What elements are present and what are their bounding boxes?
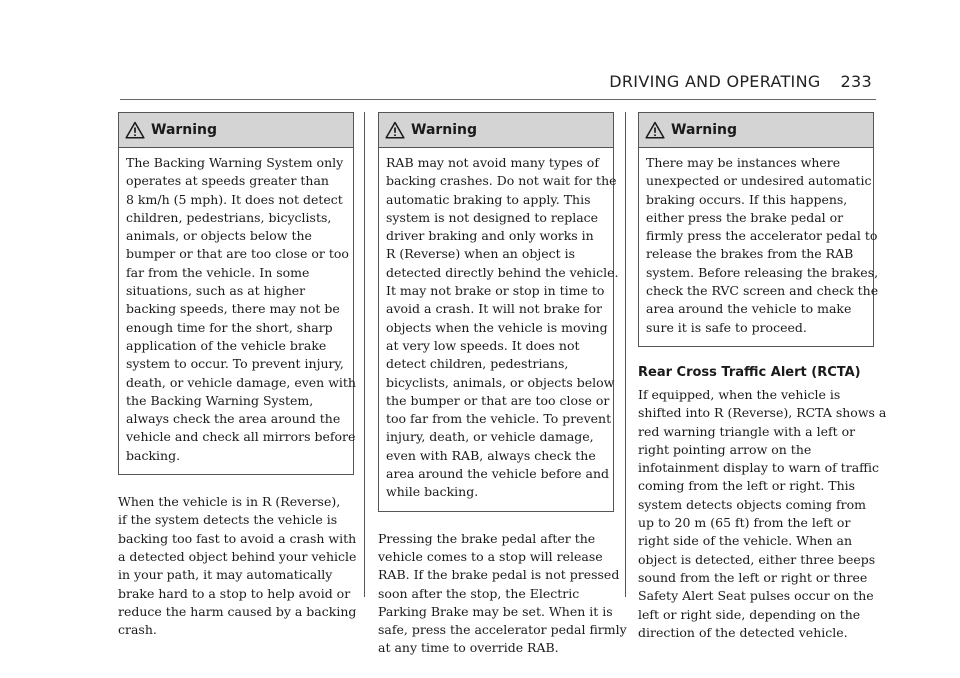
text-line: check the RVC screen and check the (646, 283, 879, 299)
text-line: There may be instances where (646, 155, 841, 170)
warning-box (638, 112, 879, 347)
text-line: system to occur. To prevent injury, (126, 356, 344, 372)
text-line: braking occurs. If this happens, (646, 191, 848, 207)
text-line: driver braking and only works in (386, 228, 594, 244)
header-rule (120, 99, 876, 100)
text-line: sure it is safe to proceed. (646, 319, 807, 335)
text-line: backing crashes. Do not wait for the (386, 173, 617, 189)
body-paragraph (118, 493, 357, 639)
text-line: It may not brake or stop in time to (386, 283, 605, 299)
text-line: soon after the stop, the Electric (378, 585, 580, 601)
page-number: 233 (840, 72, 872, 91)
text-line: Parking Brake may be set. When it is (378, 603, 613, 619)
text-line: in your path, it may automatically (118, 567, 333, 583)
text-line: operates at speeds greater than (126, 173, 329, 189)
text-line: RAB. If the brake pedal is not pressed (378, 567, 620, 583)
text-line: direction of the detected vehicle. (638, 624, 848, 640)
text-line: even with RAB, always check the (386, 447, 596, 463)
text-line: Safety Alert Seat pulses occur on the (638, 588, 874, 604)
text-line: firmly press the accelerator pedal to (646, 228, 878, 244)
column-2 (378, 112, 627, 658)
text-line: children, pedestrians, bicyclists, (126, 209, 332, 225)
text-line: backing too fast to avoid a crash with (118, 530, 357, 546)
text-line: object is detected, either three beeps (638, 551, 876, 567)
text-line: R (Reverse) when an object is (386, 246, 576, 262)
warning-box (378, 112, 619, 512)
text-line: area around the vehicle to make (646, 301, 852, 317)
text-line: If equipped, when the vehicle is (638, 386, 841, 402)
warning-header (379, 113, 613, 148)
text-line: bumper or that are too close or too (126, 246, 349, 262)
text-line: crash. (118, 622, 157, 638)
text-line: RAB may not avoid many types of (386, 155, 599, 170)
warning-header (639, 113, 873, 148)
text-line: vehicle comes to a stop will release (378, 548, 603, 564)
text-line: system is not designed to replace (386, 209, 599, 225)
text-line: automatic braking to apply. This (386, 191, 591, 207)
warning-title: Warning (411, 122, 478, 138)
text-line: unexpected or undesired automatic (646, 173, 872, 189)
text-line: red warning triangle with a left or (638, 423, 856, 439)
warning-triangle-icon (385, 121, 405, 139)
text-line: detected directly behind the vehicle. (386, 264, 619, 280)
text-line: detect children, pedestrians, (386, 356, 569, 372)
text-line: The Backing Warning System only (126, 155, 344, 170)
warning-title: Warning (151, 122, 218, 138)
text-line: left or right side, depending on the (638, 606, 861, 622)
text-line: either press the brake pedal or (646, 209, 844, 225)
warning-triangle-icon (125, 121, 145, 139)
text-line: backing. (126, 447, 181, 463)
text-line: up to 20 m (65 ft) from the left or (638, 515, 851, 531)
text-line: too far from the vehicle. To prevent (386, 411, 612, 427)
text-line: death, or vehicle damage, even with (126, 374, 356, 390)
text-line: brake hard to a stop to help avoid or (118, 585, 351, 601)
text-line: right side of the vehicle. When an (638, 533, 853, 549)
section-title: DRIVING AND OPERATING (609, 72, 821, 91)
text-line: enough time for the short, sharp (126, 319, 333, 335)
text-line: sound from the left or right or three (638, 569, 868, 585)
text-line: injury, death, or vehicle damage, (386, 429, 594, 445)
text-line: infotainment display to warn of traffic (638, 460, 880, 476)
text-line: at any time to override RAB. (378, 640, 559, 656)
text-line: vehicle and check all mirrors before (126, 429, 356, 445)
text-line: right pointing arrow on the (638, 441, 812, 457)
text-line: if the system detects the vehicle is (118, 512, 338, 528)
body-paragraph (638, 386, 887, 642)
text-line: area around the vehicle before and (386, 466, 610, 482)
page-header (609, 72, 872, 91)
text-line: application of the vehicle brake (126, 337, 327, 353)
section-subheading: Rear Cross Traffic Alert (RCTA) (638, 364, 861, 380)
warning-header (119, 113, 353, 148)
warning-title: Warning (671, 122, 738, 138)
body-paragraph (378, 530, 627, 658)
text-line: the bumper or that are too close or (386, 392, 610, 408)
text-line: When the vehicle is in R (Reverse), (118, 494, 341, 510)
text-line: safe, press the accelerator pedal firmly (378, 622, 627, 638)
text-line: far from the vehicle. In some (126, 264, 310, 280)
column-divider (625, 112, 626, 597)
column-divider (364, 112, 365, 597)
text-line: coming from the left or right. This (638, 478, 856, 494)
text-line: shifted into R (Reverse), RCTA shows a (638, 405, 887, 421)
text-line: backing speeds, there may not be (126, 301, 340, 317)
warning-triangle-icon (645, 121, 665, 139)
text-line: system detects objects coming from (638, 496, 866, 512)
text-line: at very low speeds. It does not (386, 337, 580, 353)
text-line: animals, or objects below the (126, 228, 312, 244)
text-line: the Backing Warning System, (126, 392, 314, 408)
text-line: while backing. (386, 484, 479, 500)
column-3 (638, 112, 887, 642)
text-line: always check the area around the (126, 411, 341, 427)
text-line: a detected object behind your vehicle (118, 548, 357, 564)
warning-text (639, 148, 879, 346)
text-line: Pressing the brake pedal after the (378, 530, 596, 546)
text-line: objects when the vehicle is moving (386, 319, 608, 335)
warning-text (379, 148, 619, 511)
text-line: bicyclists, animals, or objects below (386, 374, 615, 390)
text-line: situations, such as at higher (126, 283, 306, 299)
warning-text (119, 148, 356, 474)
text-line: 8 km/h (5 mph). It does not detect (126, 191, 343, 207)
text-line: avoid a crash. It will not brake for (386, 301, 602, 317)
text-line: release the brakes from the RAB (646, 246, 854, 262)
warning-box (118, 112, 354, 475)
text-line: reduce the harm caused by a backing (118, 603, 357, 619)
text-line: system. Before releasing the brakes, (646, 264, 879, 280)
column-1 (118, 112, 357, 639)
